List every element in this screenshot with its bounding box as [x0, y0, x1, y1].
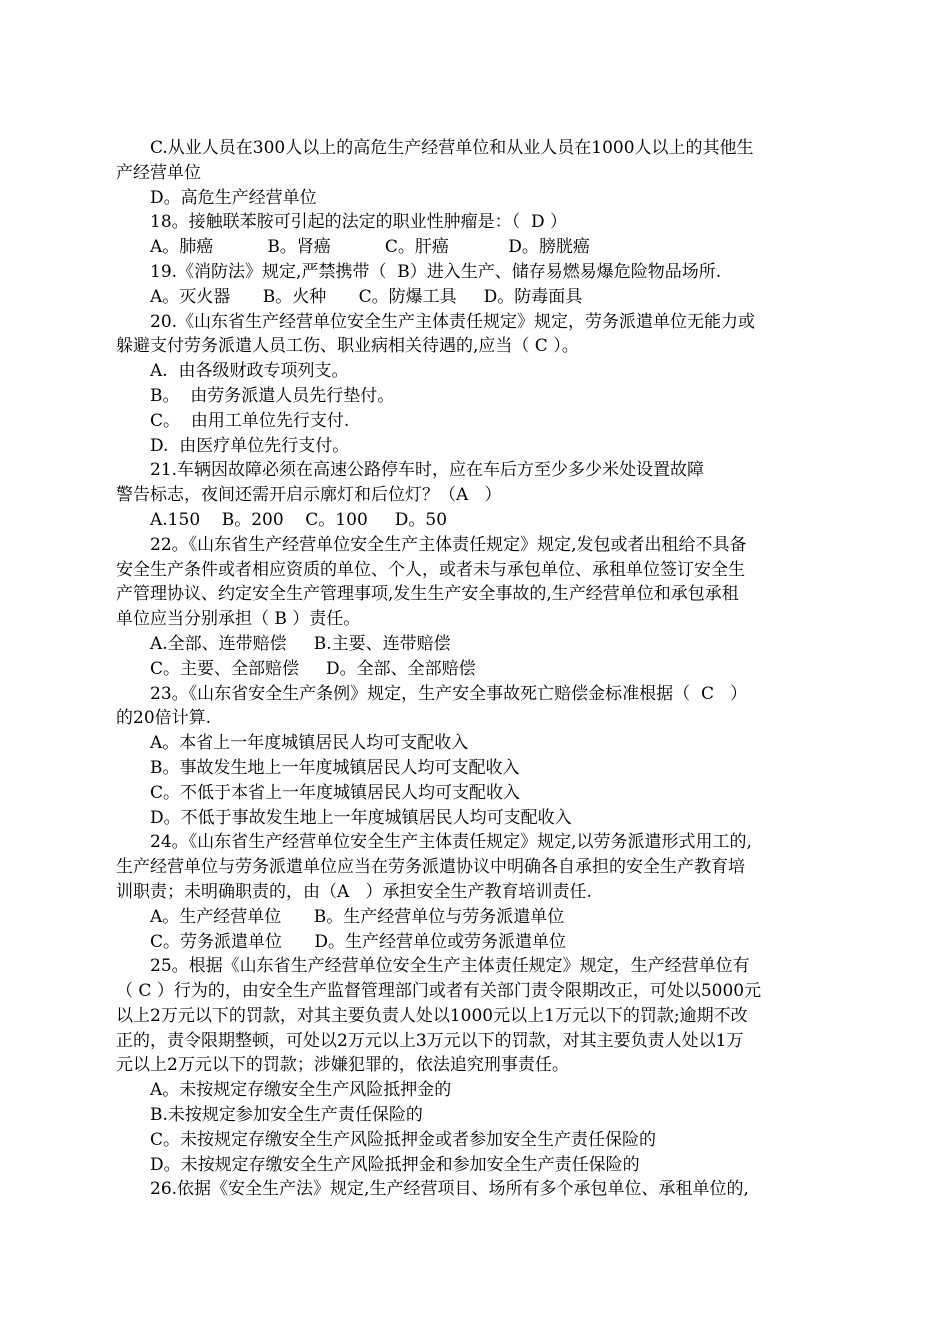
text-line: 23。《山东省安全生产条例》规定，生产安全事故死亡赔偿金标准根据（ C ） — [150, 683, 748, 704]
text-line: 24。《山东省生产经营单位安全生产主体责任规定》规定,以劳务派遣形式用工的, — [150, 832, 752, 853]
text-line: 21.车辆因故障必须在高速公路停车时，应在车后方至少多少米处设置故障 — [150, 460, 705, 481]
text-line: C。劳务派遣单位 D。生产经营单位或劳务派遣单位 — [150, 931, 567, 952]
text-line: 产管理协议、约定安全生产管理事项,发生生产安全事故的,生产经营单位和承包承租 — [116, 584, 739, 605]
text-line: C。不低于本省上一年度城镇居民人均可支配收入 — [150, 782, 521, 803]
text-line: 以上2万元以下的罚款，对其主要负责人处以1000元以上1万元以下的罚款;逾期不改 — [116, 1005, 748, 1026]
text-line: D。高危生产经营单位 — [150, 187, 317, 208]
text-line: 训职责；未明确职责的，由（A ）承担安全生产教育培训责任. — [116, 881, 592, 902]
text-line: A。未按规定存缴安全生产风险抵押金的 — [150, 1080, 452, 1101]
text-line: 产经营单位 — [116, 162, 201, 183]
text-line: 警告标志，夜间还需开启示廓灯和后位灯？（A ） — [116, 485, 502, 506]
text-line: D。不低于事故发生地上一年度城镇居民人均可支配收入 — [150, 807, 572, 828]
text-line: 19.《消防法》规定,严禁携带（ B）进入生产、储存易燃易爆危险物品场所. — [150, 261, 722, 282]
document-body — [116, 136, 838, 1202]
text-line: 22。《山东省生产经营单位安全生产主体责任规定》规定,发包或者出租给不具备 — [150, 534, 747, 555]
text-line: 的20倍计算. — [116, 708, 212, 729]
text-line: B。事故发生地上一年度城镇居民人均可支配收入 — [150, 757, 520, 778]
text-line: D。未按规定存缴安全生产风险抵押金和参加安全生产责任保险的 — [150, 1154, 640, 1175]
text-line: 20.《山东省生产经营单位安全生产主体责任规定》规定，劳务派遣单位无能力或 — [150, 311, 756, 332]
text-line: A.150 B。200 C。100 D。50 — [150, 509, 448, 530]
text-line: C。主要、全部赔偿 D。全部、全部赔偿 — [150, 658, 476, 679]
text-line: 26.依据《安全生产法》规定,生产经营项目、场所有多个承包单位、承租单位的, — [150, 1179, 749, 1200]
text-line: 18。接触联苯胺可引起的法定的职业性肿瘤是：（ D ） — [150, 212, 567, 233]
text-line: B。 由劳务派遣人员先行垫付。 — [150, 385, 395, 406]
text-line: 元以上2万元以下的罚款；涉嫌犯罪的，依法追究刑事责任。 — [116, 1055, 569, 1076]
text-line: A。生产经营单位 B。生产经营单位与劳务派遣单位 — [150, 906, 565, 927]
text-line: （ C ）行为的，由安全生产监督管理部门或者有关部门责令限期改正，可处以5000元 — [116, 981, 762, 1002]
text-line: 正的，责令限期整顿，可处以2万元以上3万元以下的罚款，对其主要负责人处以1万 — [116, 1030, 744, 1051]
text-line: 单位应当分别承担（ B ）责任。 — [116, 609, 361, 630]
text-line: 生产经营单位与劳务派遣单位应当在劳务派遣协议中明确各自承担的安全生产教育培 — [116, 857, 745, 878]
text-line: A. 由各级财政专项列支。 — [150, 361, 349, 382]
text-line: D. 由医疗单位先行支付。 — [150, 435, 350, 456]
text-line: 25。根据《山东省生产经营单位安全生产主体责任规定》规定，生产经营单位有 — [150, 956, 750, 977]
text-line: A。本省上一年度城镇居民人均可支配收入 — [150, 733, 469, 754]
text-line: A.全部、连带赔偿 B.主要、连带赔偿 — [150, 633, 451, 654]
text-line: C。未按规定存缴安全生产风险抵押金或者参加安全生产责任保险的 — [150, 1129, 657, 1150]
text-line: C。 由用工单位先行支付. — [150, 410, 350, 431]
text-line: C.从业人员在300人以上的高危生产经营单位和从业人员在1000人以上的其他生 — [150, 138, 754, 158]
text-line: A。灭火器 B。火种 C。防爆工具 D。防毒面具 — [150, 286, 583, 307]
text-line: 安全生产条件或者相应资质的单位、个人，或者未与承包单位、承租单位签订安全生 — [116, 559, 745, 580]
text-line: 躲避支付劳务派遣人员工伤、职业病相关待遇的,应当（ C ）。 — [116, 336, 579, 357]
text-line: A。肺癌 B。肾癌 C。肝癌 D。膀胱癌 — [150, 237, 590, 258]
text-line: B.未按规定参加安全生产责任保险的 — [150, 1105, 423, 1126]
